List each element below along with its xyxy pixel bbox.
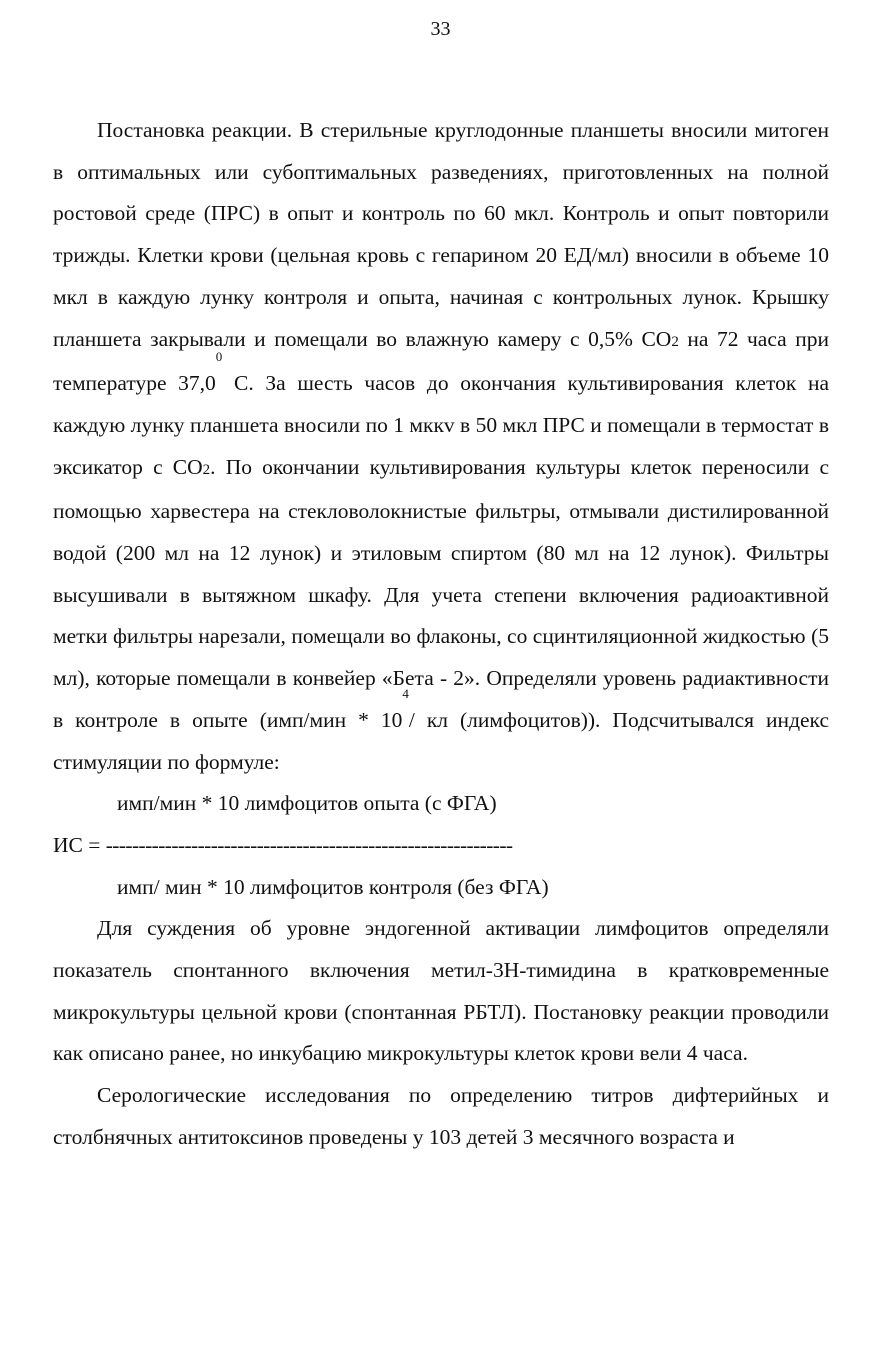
document-body [53, 110, 829, 1159]
paragraph-1-text-e: / кл (лимфоцитов)). Подсчитывался индекс стимуляции по формуле: [53, 707, 830, 774]
page-number: 33 [430, 18, 451, 40]
co2-subscript-1: 2 [671, 333, 679, 350]
formula-fraction-line [53, 825, 829, 867]
paragraph-serological-studies: Серологические исследования по определению титров дифтерийных и столбнячных антитоксинов проведены у 103 детей 3 месячного возраста и [53, 1083, 829, 1149]
paragraph-spontaneous-activation: Для суждения об уровне эндогенной активации лимфоцитов определяли показатель спонтанного включения метил-3Н-тимидина в кратковременные микрокультуры цельной крови (спонтанная РБТЛ). Постановку реакции проводили как описано ранее, но инкубацию микрокультуры клеток крови вели 4 часа. [53, 916, 829, 1066]
paragraph-1-text-c: С. За шесть часов до окончания культивирования клеток на каждую лунку планшета вносили по 1 мккv в 50 мкл ПРС и помещали в термостат в эксикатор с СО [53, 371, 830, 479]
paragraph-reaction-setup [53, 110, 829, 783]
degree-superscript: 0 [215, 349, 223, 365]
power-superscript: 4 [402, 685, 409, 701]
paragraph-1-text-b: на 72 часа при температуре 37,0 [53, 326, 830, 396]
formula-dashes: -------------------------------------------------------------- [105, 832, 513, 857]
formula-numerator: имп/мин * 10 лимфоцитов опыта (с ФГА) [117, 791, 497, 816]
formula-lhs: ИС = [53, 832, 106, 857]
paragraph-1-text-d: . По окончании культивирования культуры клеток переносили с помощью харвестера на стекловолокнистые фильтры, отмывали дистилированной водой (200 мл на 12 лунок) и этиловым спиртом (80 мл на 12 лунок). Фильтры высушивали в вытяжном шкафу. Для учета степени включения радиоактивной метки фильтры нарезали, помещали во флаконы, со сцинтиляционной жидкостью (5 мл), которые помещали в конвейер «Бета - 2». Определяли уровень радиактивности в контроле в опыте (имп/мин * 10 [53, 454, 829, 732]
paragraph-1-text-a: Постановка реакции. В стерильные круглодонные планшеты вносили митоген в оптимальных или субоптимальных разведениях, приготовленных на полной ростовой среде (ПРС) в опыт и контроль по 60 мкл. Контроль и опыт повторили трижды. Клетки крови (цельная кровь с гепарином 20 ЕД/мл) вносили в объеме 10 мкл в каждую лунку контроля и опыта, начиная с контрольных лунок. Крышку планшета закрывали и помещали во влажную камеру с 0,5% СО [53, 118, 829, 351]
formula-denominator: имп/ мин * 10 лимфоцитов контроля (без ФГА) [117, 874, 549, 899]
co2-subscript-2: 2 [202, 461, 211, 478]
